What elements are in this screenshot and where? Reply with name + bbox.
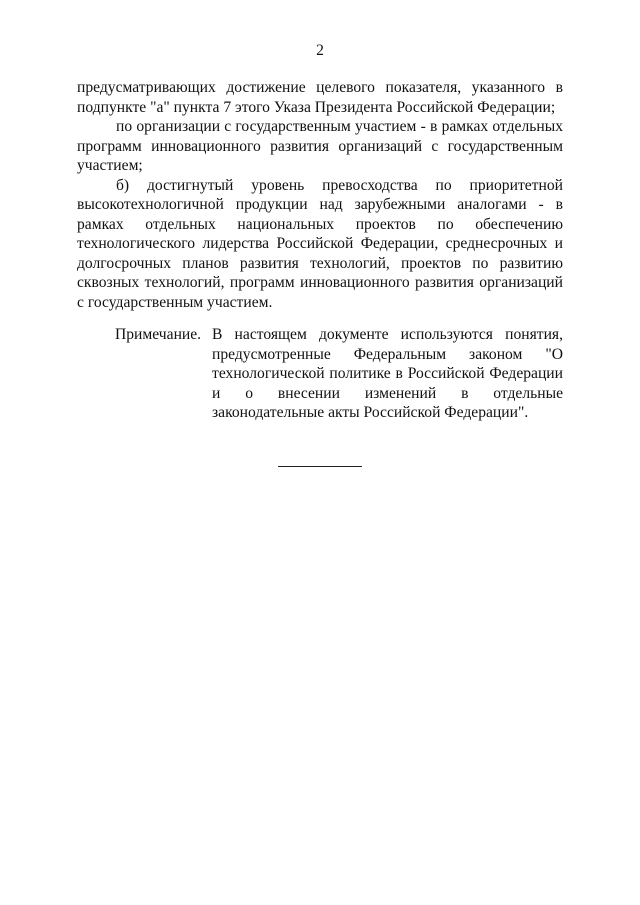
paragraph-continuation: предусматривающих достижение целевого показателя, указанного в подпункте "а" пункта 7 этого Указа Президента Российской Федерации;	[77, 79, 563, 116]
note-label: Примечание.	[115, 326, 202, 343]
paragraph-state-participation: по организации с государственным участием - в рамках отдельных программ инновационного развития организаций с государственным участием;	[77, 118, 563, 174]
page-number: 2	[316, 42, 324, 59]
document-body	[77, 78, 563, 312]
end-of-document-rule	[278, 466, 362, 467]
note-block	[115, 325, 563, 423]
paragraph-item-b: б) достигнутый уровень превосходства по приоритетной высокотехнологичной продукции над зарубежными аналогами - в рамках отдельных национальных проектов по обеспечению технологического лидерства Российской Федерации, среднесрочных и долгосрочных планов развития технологий, проектов по развитию сквозных технологий, программ инновационного развития организаций с государственным участием.	[77, 176, 563, 311]
note-text: В настоящем документе используются понятия, предусмотренные Федеральным законом "О технологической политике в Российской Федерации и о внесении изменений в отдельные законодательные акты Российской Федерации".	[212, 326, 563, 421]
